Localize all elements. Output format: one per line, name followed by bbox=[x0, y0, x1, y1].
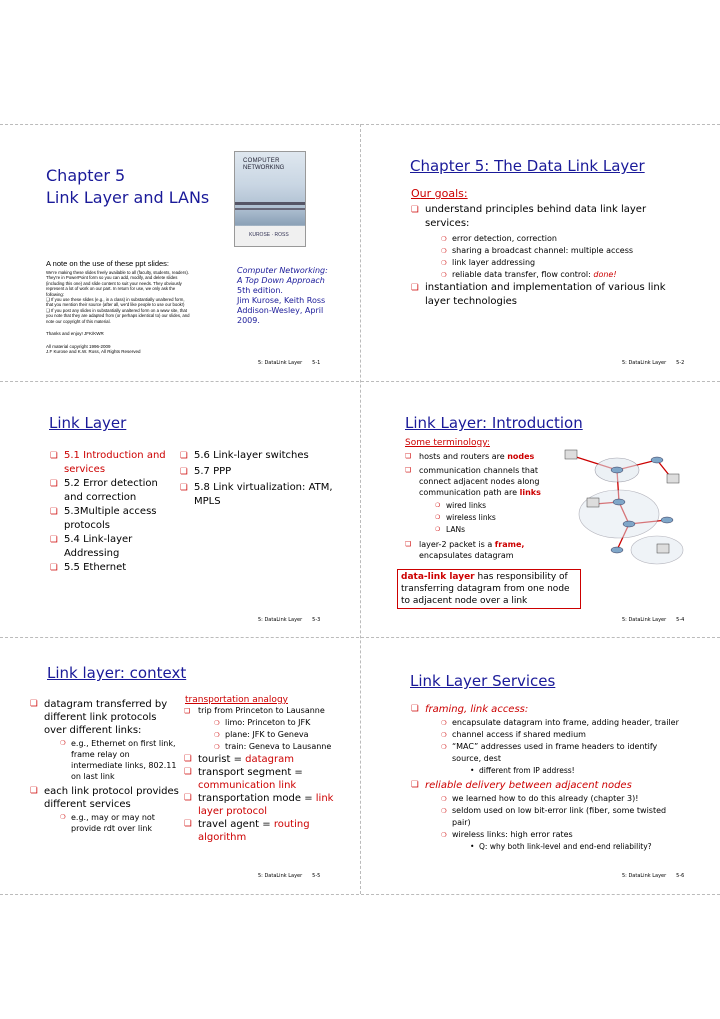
slide-footer: 5: DataLink Layer 5-3 bbox=[258, 617, 321, 623]
toc-item: ❏ 5.8 Link virtualization: ATM, MPLS bbox=[180, 481, 340, 509]
book-caption: Computer Networking: A Top Down Approach 5th edition. Jim Kurose, Keith Ross Addison-Wesley, April 2009. bbox=[237, 266, 328, 325]
goal-subitem: ❍ sharing a broadcast channel: multiple access bbox=[441, 245, 681, 257]
slide-title: Link layer: context bbox=[47, 664, 187, 682]
context-left bbox=[30, 698, 180, 834]
service-item: ❏ reliable delivery between adjacent nodes ❍ we learned how to do this already (chapter 3)! ❍ seldom used on low bit-error link (fiber, some twisted pair) ❍ wireless links: high error rates • Q: why both link-level and end-end reliability? bbox=[411, 779, 686, 852]
slide-footer: 5: DataLink Layer 5-4 bbox=[622, 617, 685, 623]
toc-item: ❏ 5.5 Ethernet bbox=[50, 561, 170, 575]
service-subitem: ❍ “MAC” addresses used in frame headers to identify source, dest • different from IP address! bbox=[441, 741, 686, 776]
slide-footer: 5: DataLink Layer 5-2 bbox=[622, 360, 685, 366]
terminology-list bbox=[405, 451, 565, 561]
slide-title: Link Layer Services bbox=[410, 672, 556, 690]
term-subitem: ❍ LANs bbox=[435, 524, 565, 536]
goal-item: ❏ understand principles behind data link layer services: ❍ error detection, correction ❍ sharing a broadcast channel: multiple access ❍ link layer addressing ❍ reliable data transfer, flow control: done! bbox=[411, 203, 681, 281]
terminology-heading: Some terminology: bbox=[405, 438, 490, 448]
analogy-item: ❏ trip from Princeton to Lausanne ❍ limo: Princeton to JFK ❍ plane: JFK to Geneva ❍ train: Geneva to Lausanne bbox=[184, 706, 344, 753]
network-diagram bbox=[557, 440, 685, 570]
toc-item: ❏ 5.2 Error detection and correction bbox=[50, 477, 170, 505]
goals-heading: Our goals: bbox=[411, 187, 468, 200]
slide-1 bbox=[30, 135, 345, 370]
context-subitem: ❍ e.g., Ethernet on first link, frame relay on intermediate links, 802.11 on last link bbox=[60, 738, 180, 782]
term-item: ❏ communication channels that connect adjacent nodes along communication path are links ❍ wired links ❍ wireless links ❍ LANs bbox=[405, 465, 565, 536]
context-item: ❏ each link protocol provides different services ❍ e.g., may or may not provide rdt over link bbox=[30, 785, 180, 834]
services-list bbox=[411, 703, 686, 852]
page-separator bbox=[0, 894, 720, 895]
analogy-subitem: ❍ train: Geneva to Lausanne bbox=[214, 741, 344, 753]
analogy-subitem: ❍ plane: JFK to Geneva bbox=[214, 729, 344, 741]
analogy-item: ❏ transport segment = communication link bbox=[184, 766, 344, 792]
context-subitem: ❍ e.g., may or may not provide rdt over link bbox=[60, 812, 180, 834]
slide-title: Link Layer bbox=[49, 414, 127, 432]
slide-footer: 5: DataLink Layer 5-6 bbox=[622, 873, 685, 879]
service-detail: • Q: why both link-level and end-end reliability? bbox=[470, 841, 686, 852]
slide-3 bbox=[30, 392, 345, 627]
slide-title: Chapter 5: The Data Link Layer bbox=[410, 157, 645, 175]
toc-column-2 bbox=[180, 449, 340, 509]
slide-5 bbox=[30, 648, 345, 883]
goal-item: ❏ instantiation and implementation of various link layer technologies bbox=[411, 281, 681, 309]
service-subitem: ❍ we learned how to do this already (chapter 3)! bbox=[441, 793, 686, 805]
term-item: ❏ hosts and routers are nodes bbox=[405, 451, 565, 462]
book-cover-image: COMPUTER NETWORKING KUROSE · ROSS bbox=[234, 151, 306, 247]
goal-subitem: ❍ error detection, correction bbox=[441, 233, 681, 245]
toc-item: ❏ 5.4 Link-layer Addressing bbox=[50, 533, 170, 561]
service-detail: • different from IP address! bbox=[470, 765, 686, 776]
toc-item: ❏ 5.7 PPP bbox=[180, 465, 340, 479]
column-separator bbox=[360, 124, 361, 894]
goal-subitem: ❍ link layer addressing bbox=[441, 257, 681, 269]
service-subitem: ❍ encapsulate datagram into frame, adding header, trailer bbox=[441, 717, 686, 729]
service-subitem: ❍ seldom used on low bit-error link (fiber, some twisted pair) bbox=[441, 805, 686, 829]
service-subitem: ❍ channel access if shared medium bbox=[441, 729, 686, 741]
analogy-subitem: ❍ limo: Princeton to JFK bbox=[214, 717, 344, 729]
goals-list bbox=[411, 203, 681, 309]
service-item: ❏ framing, link access: ❍ encapsulate datagram into frame, adding header, trailer ❍ channel access if shared medium ❍ “MAC” addresses used in frame headers to identify source, dest • different from IP address! bbox=[411, 703, 686, 776]
slide-4 bbox=[375, 392, 690, 627]
slide-footer: 5: DataLink Layer 5-5 bbox=[258, 873, 321, 879]
analogy-item: ❏ travel agent = routing algorithm bbox=[184, 818, 344, 844]
term-item: ❏ layer-2 packet is a frame, encapsulates datagram bbox=[405, 539, 565, 561]
service-subitem: ❍ wireless links: high error rates • Q: why both link-level and end-end reliability? bbox=[441, 829, 686, 852]
analogy-item: ❏ transportation mode = link layer protocol bbox=[184, 792, 344, 818]
slide-title: Chapter 5 Link Layer and LANs bbox=[46, 166, 210, 207]
goal-subitem: ❍ reliable data transfer, flow control: done! bbox=[441, 269, 681, 281]
toc-item: ❏ 5.6 Link-layer switches bbox=[180, 449, 340, 463]
toc-item: ❏ 5.3Multiple access protocols bbox=[50, 505, 170, 533]
analogy-item: ❏ tourist = datagram bbox=[184, 753, 344, 766]
slide-footer: 5: DataLink Layer 5-1 bbox=[258, 360, 321, 366]
slide-6 bbox=[375, 648, 690, 883]
term-subitem: ❍ wireless links bbox=[435, 512, 565, 524]
toc-column-1 bbox=[50, 449, 170, 575]
definition-box: data-link layer has responsibility of transferring datagram from one node to adjacent node over a link bbox=[397, 569, 581, 609]
term-subitem: ❍ wired links bbox=[435, 500, 565, 512]
context-item: ❏ datagram transferred by different link protocols over different links: ❍ e.g., Ethernet on first link, frame relay on intermediate links, 802.11 on last link bbox=[30, 698, 180, 782]
analogy-heading: transportation analogy bbox=[185, 695, 288, 705]
ppt-note: A note on the use of these ppt slides: We're making these slides freely available to all (faculty, students, readers). They're in PowerPoint form so you can add, modify, and delete slides (including this one) and slide content to suit your needs. They obviously represent a lot of work on our part. In return for use, we only ask the following: ❑ If you use these slides (e.g., in a class) in substantially unaltered form, that you mention their source (after all, we'd like people to use our book!) ❑ If you post any slides in substantially unaltered form on a www site, that you note that they are adapted from (or perhaps identical to) our slides, and note our copyright of this material. Thanks and enjoy! JFK/KWR All material copyright 1996-2009 J.F Kurose and K.W. Ross, All Rights Reserved bbox=[46, 259, 190, 355]
slide-2 bbox=[375, 135, 690, 370]
analogy-list bbox=[184, 706, 344, 844]
toc-item: ❏ 5.1 Introduction and services bbox=[50, 449, 170, 477]
slide-title: Link Layer: Introduction bbox=[405, 414, 583, 432]
